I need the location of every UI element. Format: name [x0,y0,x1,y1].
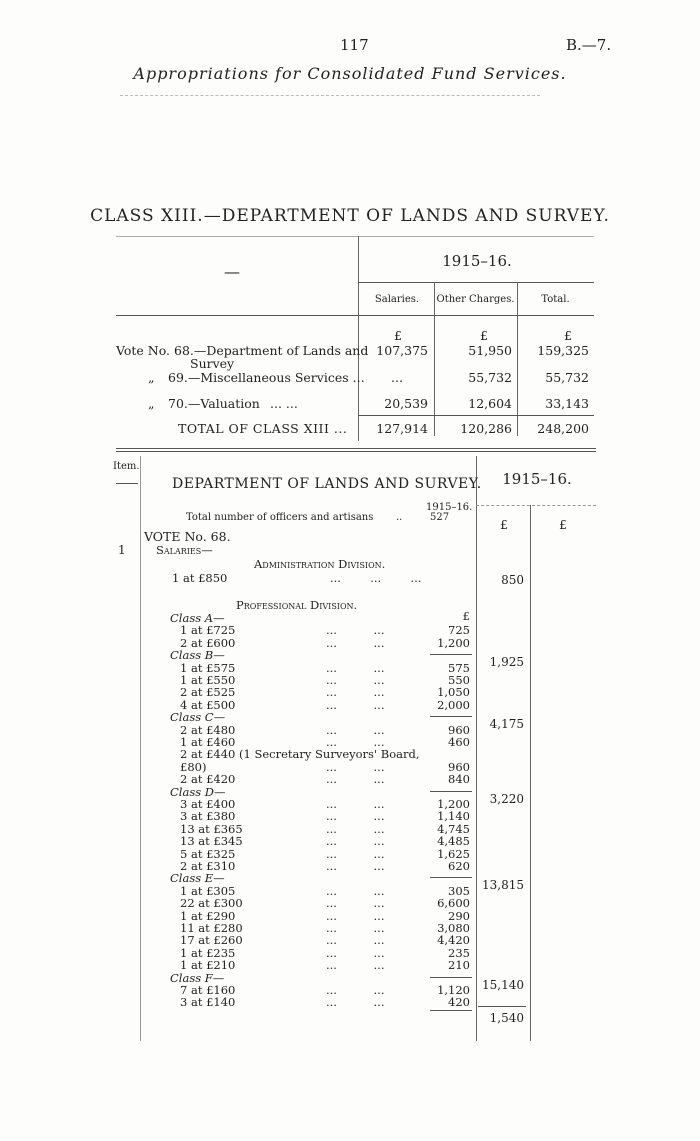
class-total: 1,540 [489,1010,524,1025]
class-line-label: 2 at £420 [180,772,236,787]
class-line-label: £80) [180,759,207,774]
class-line-label: 2 at £440 (1 Secretary Surveyors' Board, [180,747,420,762]
summary-bottom-rule-2 [116,451,596,452]
leader-dots: ... ... [326,958,385,973]
salaries-heading: Salaries— [156,543,213,557]
row-label: 69.—Miscellaneous Services ... [168,370,365,385]
class-line-amount: 6,600 [437,896,470,911]
leader-dots: ... ... [326,797,385,811]
leader-dots: ... ... [326,685,385,700]
class-line-amount: 1,120 [437,983,470,997]
subtotal-rule [430,877,472,878]
col-other-header: Other Charges. [436,294,515,305]
detail-year-rule [476,505,596,506]
leader-dots: ... ... [326,921,385,935]
class-total: 1,925 [489,655,524,670]
class-heading: Class A— [170,611,225,625]
summary-bottom-rule [116,448,596,449]
leader-dots: ... ... [326,722,385,737]
class-line-amount: 4,745 [437,821,470,836]
class-line-amount: 1,200 [437,797,470,811]
professional-division-heading: Professional Division. [236,598,358,612]
leader-dots: ... ... [326,660,385,675]
class-heading: Class B— [170,648,225,663]
leader-dots: ... ... [326,995,385,1010]
leader-dots: ... ... [326,933,385,948]
item-column-divider [140,456,141,1041]
class-line-amount: 210 [448,958,470,973]
class-line-amount: 4,485 [437,834,470,849]
col-divider-2 [517,282,518,436]
currency-mark: £ [559,518,567,532]
detail-year: 1915–16. [502,470,572,488]
class-line-label: 22 at £300 [180,896,243,911]
page-number: 117 [340,36,369,54]
class-line-label: 2 at £480 [180,722,236,737]
leader-dots: ... ... [326,883,385,898]
leader-dots: ... ... [326,846,385,861]
header-bottom-rule [116,315,594,316]
vote-heading: VOTE No. 68. [144,529,231,544]
class-total: 13,815 [482,878,524,893]
ditto-mark: „ [148,396,155,411]
currency-salaries: £ [394,328,402,343]
class-line-amount: 550 [448,673,470,687]
class-line-amount: 305 [448,883,470,898]
class-title: CLASS XIII.—DEPARTMENT OF LANDS AND SURVEY. [90,206,610,226]
total-total: 248,200 [537,421,589,436]
currency-other: £ [480,328,488,343]
class-line-amount: 960 [448,722,470,737]
item-number: 1 [118,543,126,557]
class-line-amount: 2,000 [437,697,470,712]
admin-line-label: 1 at £850 [172,571,228,585]
class-line-label: 1 at £725 [180,623,236,638]
class-line-amount: 235 [448,945,470,960]
class-line-label: 1 at £460 [180,735,236,749]
subtotal-rule [430,716,472,717]
class-total: 4,175 [489,717,524,732]
detail-divider-1 [476,456,477,1041]
leader-dots: ... ... [326,834,385,849]
row-total: 159,325 [537,343,589,358]
leader-dots: ... ... [326,821,385,836]
final-rule [478,1006,526,1007]
row-other: 51,950 [468,343,512,358]
class-line-label: 1 at £210 [180,958,236,973]
class-line-label: 17 at £260 [180,933,243,948]
subtotal-rule [430,977,472,978]
class-line-label: 2 at £525 [180,685,236,700]
class-line-label: 13 at £365 [180,821,243,836]
year-rule [358,282,594,283]
class-line-label: 1 at £235 [180,945,236,960]
class-line-amount: 1,050 [437,685,470,700]
leader-dots: ... ... [326,697,385,712]
class-line-amount: 1,200 [437,635,470,650]
class-line-amount: 290 [448,908,470,923]
class-line-label: 2 at £600 [180,635,236,650]
class-line-label: 13 at £345 [180,834,243,849]
total-other: 120,286 [460,421,512,436]
officers-count: 527 [430,512,450,523]
class-total: 3,220 [489,791,524,806]
summary-top-rule [116,236,594,237]
class-line-amount: 1,625 [437,846,470,861]
leader-dots: ... ... [326,772,385,787]
row-total: 55,732 [545,370,589,385]
item-header-rule [116,483,138,484]
col-divider-1 [434,282,435,436]
row-total: 33,143 [545,396,589,411]
class-heading: Class E— [170,871,225,886]
summary-dash: — [224,262,240,281]
class-line-amount: 1,140 [437,809,470,824]
row-dots: ... ... [270,396,298,411]
row-salaries: ... [391,370,403,385]
row-label: 70.—Valuation [168,396,260,411]
class-line-label: 7 at £160 [180,983,236,997]
leader-dots: ... ... [326,635,385,650]
class-line-label: 3 at £400 [180,797,236,811]
running-title: Appropriations for Consolidated Fund Services. [133,64,567,83]
total-salaries: 127,914 [376,421,428,436]
currency-mark: £ [500,518,508,532]
class-heading: Class D— [170,784,226,799]
row-label: Vote No. 68.—Department of Lands and [116,343,369,358]
header-rule [120,95,540,96]
class-line-amount: 960 [448,759,470,774]
item-header: Item. [113,461,140,472]
class-heading: Class F— [170,970,225,985]
subtotal-rule [430,654,472,655]
leader-dots: ... ... [326,983,385,997]
admin-division-heading: Administration Division. [254,557,386,571]
officers-dots: .. [396,512,403,523]
officers-label: Total number of officers and artisans [186,512,374,523]
ditto-mark: „ [148,370,155,385]
class-line-label: 4 at £500 [180,697,236,712]
col-salaries-header: Salaries. [374,294,420,305]
class-line-amount: 4,420 [437,933,470,948]
admin-total: 850 [501,573,524,587]
admin-line-dots: ... ... ... [330,571,422,585]
leader-dots: ... ... [326,673,385,687]
summary-year: 1915–16. [442,252,512,270]
leader-dots: ... ... [326,859,385,873]
leader-dots: ... ... [326,735,385,749]
leader-dots: ... ... [326,896,385,911]
row-other: 12,604 [468,396,512,411]
page-reference: B.—7. [566,36,612,54]
subtotal-rule [430,1010,472,1011]
class-heading: Class C— [170,710,226,725]
sub-currency-mark: £ [462,609,470,623]
detail-divider-2 [530,505,531,1041]
row-salaries: 107,375 [376,343,428,358]
class-line-label: 1 at £305 [180,883,236,898]
class-line-amount: 620 [448,859,470,873]
class-line-label: 11 at £280 [180,921,243,935]
leader-dots: ... ... [326,908,385,923]
row-label-cont: Survey [190,356,235,371]
class-line-label: 1 at £550 [180,673,236,687]
currency-total: £ [564,328,572,343]
class-line-amount: 460 [448,735,470,749]
summary-divider [358,236,359,441]
leader-dots: ... ... [326,623,385,638]
col-total-header: Total. [541,294,570,305]
class-line-amount: 725 [448,623,470,638]
class-line-amount: 575 [448,660,470,675]
class-line-label: 5 at £325 [180,846,236,861]
officers-year: 1915–16. [426,502,473,513]
subtotal-rule [430,791,472,792]
class-line-amount: 840 [448,772,470,787]
leader-dots: ... ... [326,809,385,824]
leader-dots: ... ... [326,945,385,960]
row-salaries: 20,539 [384,396,428,411]
class-line-label: 1 at £290 [180,908,236,923]
total-label: TOTAL OF CLASS XIII ... [178,421,348,436]
leader-dots: ... ... [326,759,385,774]
row-other: 55,732 [468,370,512,385]
class-line-amount: 420 [448,995,470,1010]
class-line-label: 3 at £380 [180,809,236,824]
class-line-label: 3 at £140 [180,995,236,1010]
total-top-rule [358,415,594,416]
class-total: 15,140 [482,977,524,992]
class-line-amount: 3,080 [437,921,470,935]
class-line-label: 2 at £310 [180,859,236,873]
class-line-label: 1 at £575 [180,660,236,675]
detail-title: DEPARTMENT OF LANDS AND SURVEY. [172,476,482,492]
